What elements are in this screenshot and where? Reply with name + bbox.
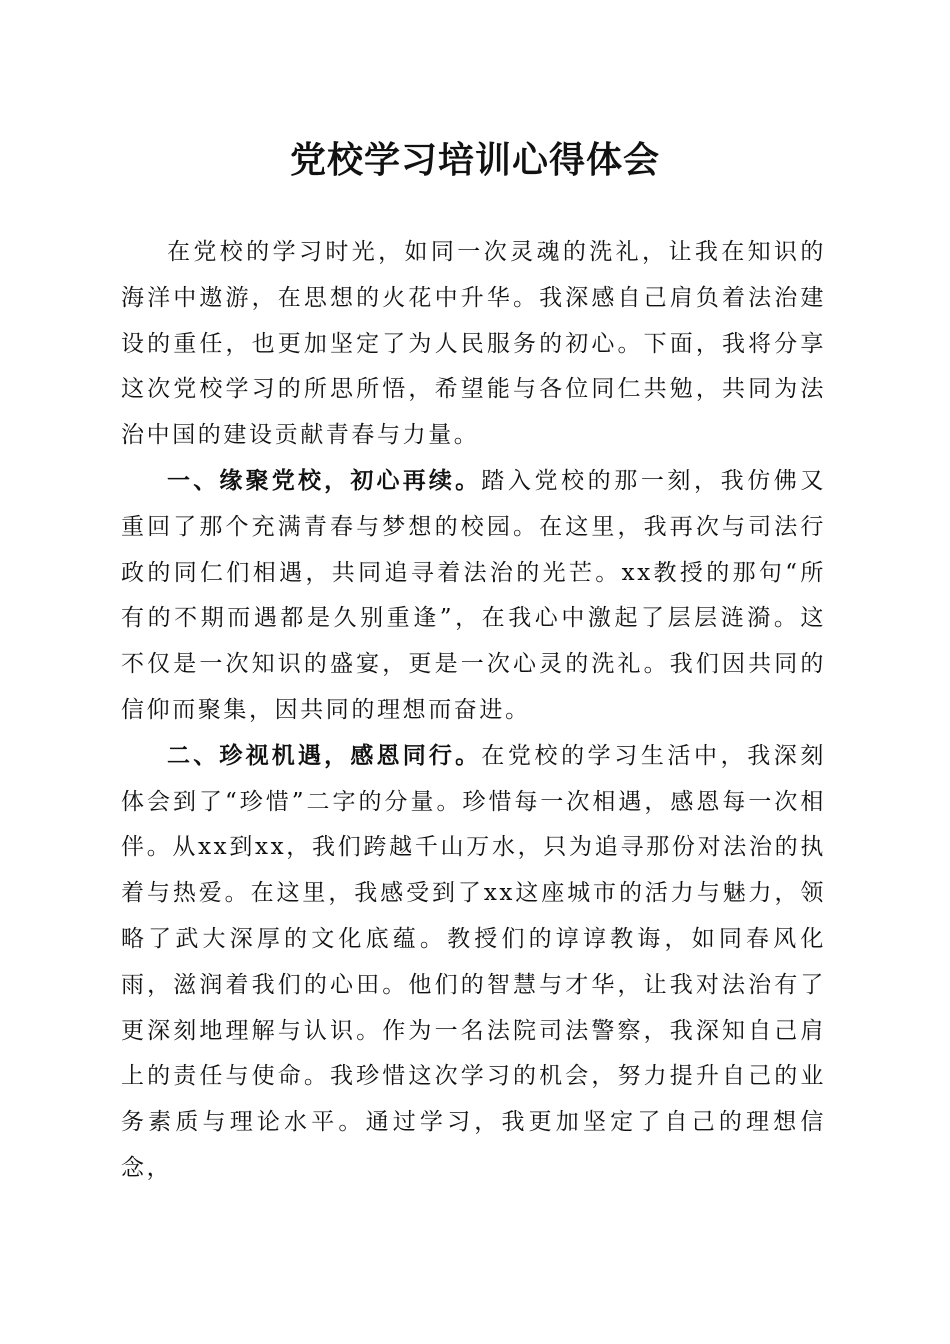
paragraph-section-1 [121, 459, 826, 734]
paragraph-text: 在党校的学习时光，如同一次灵魂的洗礼，让我在知识的海洋中遨游，在思想的火花中升华。我深感自己肩负着法治建设的重任，也更加坚定了为人民服务的初心。下面，我将分享这次党校学习的所思所悟，希望能与各位同仁共勉，共同为法治中国的建设贡献青春与力量。 [121, 239, 826, 449]
paragraph-intro [121, 230, 826, 459]
paragraph-section-2 [121, 734, 826, 1192]
document-body [121, 230, 826, 1192]
section-heading: 一、缘聚党校，初心再续。 [167, 467, 482, 494]
paragraph-text: 在党校的学习生活中，我深刻体会到了“珍惜”二字的分量。珍惜每一次相遇，感恩每一次相伴。从xx到xx，我们跨越千山万水，只为追寻那份对法治的执着与热爱。在这里，我感受到了xx这座城市的活力与魅力，领略了武大深厚的文化底蕴。教授们的谆谆教诲，如同春风化雨，滋润着我们的心田。他们的智慧与才华，让我对法治有了更深刻地理解与认识。作为一名法院司法警察，我深知自己肩上的责任与使命。我珍惜这次学习的机会，努力提升自己的业务素质与理论水平。通过学习，我更加坚定了自己的理想信念， [121, 742, 826, 1181]
document-title: 党校学习培训心得体会 [289, 139, 660, 181]
paragraph-text: 踏入党校的那一刻，我仿佛又重回了那个充满青春与梦想的校园。在这里，我再次与司法行政的同仁们相遇，共同追寻着法治的光芒。xx教授的那句“所有的不期而遇都是久别重逢”，在我心中激起了层层涟漪。这不仅是一次知识的盛宴，更是一次心灵的洗礼。我们因共同的信仰而聚集，因共同的理想而奋进。 [121, 467, 826, 723]
section-heading: 二、珍视机遇，感恩同行。 [167, 742, 482, 769]
